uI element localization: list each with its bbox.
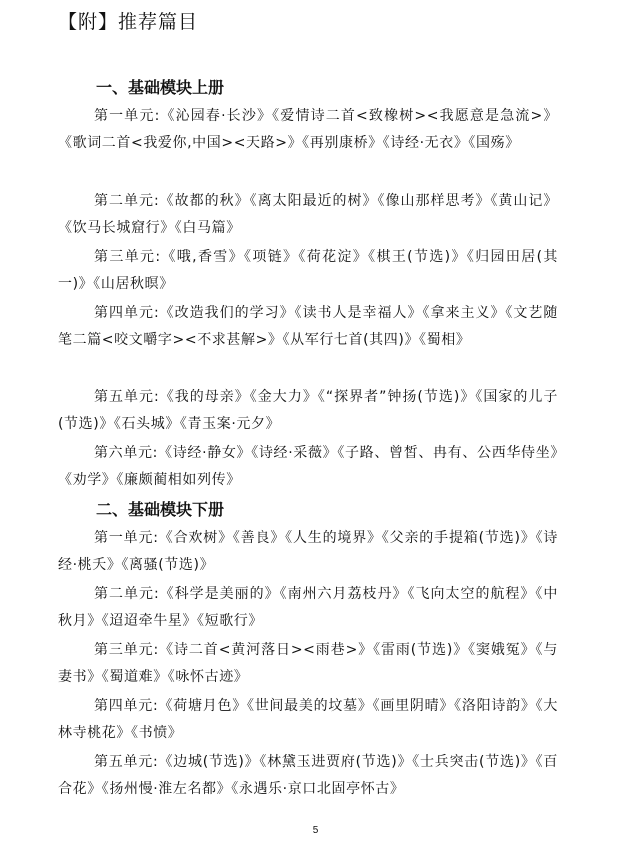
unit-paragraph: 第四单元:《改造我们的学习》《读书人是幸福人》《拿来主义》《文艺随笔二篇<咬文嚼字><不求甚解>》《从军行七首(其四)》《蜀相》 (58, 305, 558, 348)
unit-paragraph: 第一单元:《沁园春·长沙》《爱情诗二首<致橡树><我愿意是急流>》《歌词二首<我爱你,中国><天路>》《再别康桥》《诗经·无衣》《国殇》 (58, 108, 558, 151)
unit-paragraph: 第二单元:《科学是美丽的》《南州六月荔枝丹》《飞向太空的航程》《中秋月》《迢迢牵牛星》《短歌行》 (58, 586, 558, 629)
unit-paragraph: 第二单元:《故都的秋》《离太阳最近的树》《像山那样思考》《黄山记》《饮马长城窟行》《白马篇》 (58, 193, 558, 236)
unit-paragraph: 第六单元:《诗经·静女》《诗经·采薇》《子路、曾皙、冉有、公西华侍坐》《劝学》《廉颇蔺相如列传》 (58, 445, 558, 488)
unit-paragraph: 第四单元:《荷塘月色》《世间最美的坟墓》《画里阴晴》《洛阳诗韵》《大林寺桃花》《书愤》 (58, 698, 558, 741)
unit-paragraph: 第五单元:《我的母亲》《金大力》《“探界者”钟扬(节选)》《国家的儿子(节选)》《石头城》《青玉案·元夕》 (58, 389, 558, 432)
section-title-upper-volume: 一、基础模块上册 (96, 78, 225, 97)
page-number: 5 (312, 825, 319, 836)
unit-paragraph: 第三单元:《哦,香雪》《项链》《荷花淀》《棋王(节选)》《归园田居(其一)》《山居秋暝》 (58, 249, 558, 292)
unit-paragraph: 第三单元:《诗二首<黄河落日><雨巷>》《雷雨(节选)》《窦娥冤》《与妻书》《蜀道难》《咏怀古迹》 (58, 642, 558, 685)
unit-paragraph: 第一单元:《合欢树》《善良》《人生的境界》《父亲的手提箱(节选)》《诗经·桃夭》《离骚(节选)》 (58, 530, 558, 573)
unit-paragraph: 第五单元:《边城(节选)》《林黛玉进贾府(节选)》《士兵突击(节选)》《百合花》《扬州慢·淮左名都》《永遇乐·京口北固亭怀古》 (58, 754, 558, 797)
section-title-lower-volume: 二、基础模块下册 (96, 500, 225, 519)
attachment-title: 【附】推荐篇目 (58, 11, 199, 33)
